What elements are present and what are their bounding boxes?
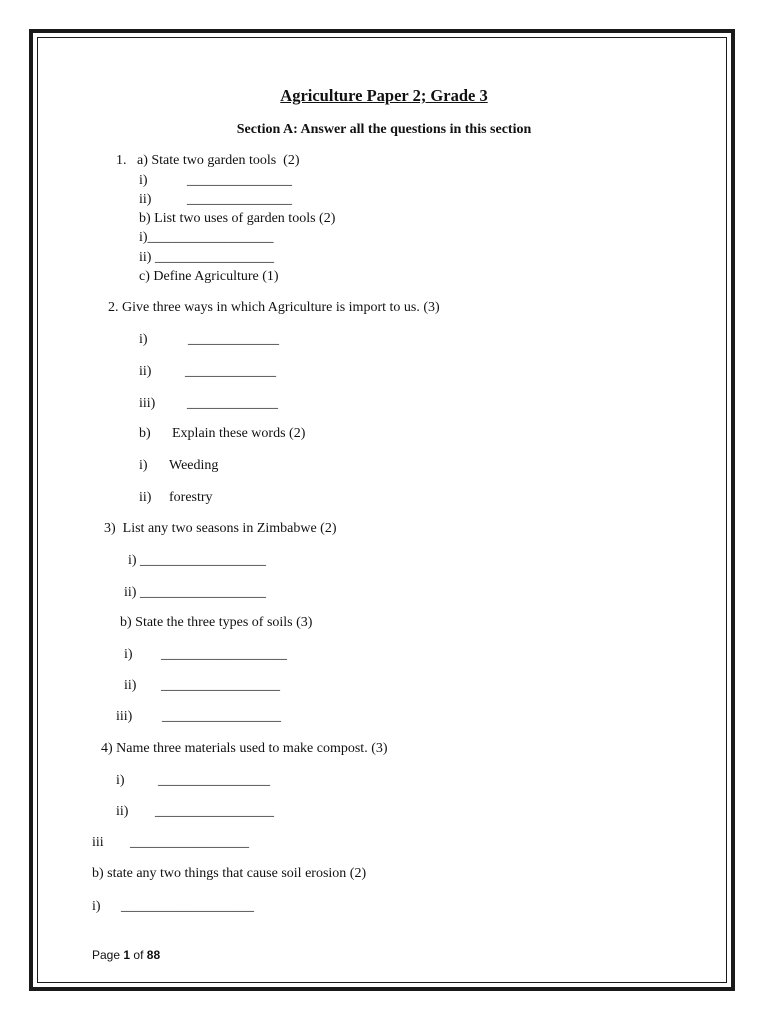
q2b-label: b) — [139, 426, 151, 441]
q4-iii-answer-line: _________________ — [130, 835, 249, 850]
section-a-heading: Section A: Answer all the questions in this section — [236, 122, 532, 137]
footer-page-word: Page — [92, 948, 121, 962]
q2b-text: Explain these words (2) — [172, 426, 306, 441]
q1a-ii-label: ii) — [139, 192, 152, 207]
q2-iii-answer-line: _____________ — [187, 396, 278, 411]
q1c-text: c) Define Agriculture (1) — [139, 269, 279, 284]
q3b-i-answer-line: __________________ — [161, 647, 287, 662]
footer-page-total: 88 — [146, 948, 161, 962]
q3b-ii-answer-line: _________________ — [161, 678, 280, 693]
q3b-i-label: i) — [124, 647, 133, 662]
q2b-ii-term: forestry — [169, 490, 213, 505]
page-footer — [92, 947, 160, 963]
q4-i-answer-line: ________________ — [158, 773, 270, 788]
q3b-text: b) State the three types of soils (3) — [120, 615, 313, 630]
q2-ii-answer-line: _____________ — [185, 364, 276, 379]
q2-ii-label: ii) — [139, 364, 152, 379]
q3b-iii-label: iii) — [116, 709, 133, 724]
q4-ii-answer-line: _________________ — [155, 804, 274, 819]
q4b-text: b) state any two things that cause soil erosion (2) — [92, 866, 367, 881]
q4-i-label: i) — [116, 773, 125, 788]
q3-i-answer: i) __________________ — [128, 553, 267, 568]
q4b-i-answer-line: ___________________ — [121, 899, 254, 914]
q1a-ii-answer-line: _______________ — [187, 192, 292, 207]
q2b-i-term: Weeding — [169, 458, 219, 473]
q2-iii-label: iii) — [139, 396, 156, 411]
q3b-ii-label: ii) — [124, 678, 137, 693]
q2-i-answer-line: _____________ — [188, 332, 279, 347]
q3-text: 3) List any two seasons in Zimbabwe (2) — [104, 521, 337, 536]
q4b-i-label: i) — [92, 899, 101, 914]
footer-of-word: of — [133, 948, 144, 962]
footer-page-number: 1 — [123, 948, 131, 962]
q1a-text: 1. a) State two garden tools (2) — [116, 153, 300, 168]
q3b-iii-answer-line: _________________ — [162, 709, 281, 724]
q3-ii-answer: ii) __________________ — [124, 585, 266, 600]
q1b-ii-answer: ii) _________________ — [139, 250, 274, 265]
q4-ii-label: ii) — [116, 804, 129, 819]
q2-text: 2. Give three ways in which Agriculture is import to us. (3) — [108, 300, 440, 315]
page-title: Agriculture Paper 2; Grade 3 — [280, 86, 488, 105]
q2b-ii-label: ii) — [139, 490, 152, 505]
q1a-i-answer-line: _______________ — [187, 173, 292, 188]
q4-text: 4) Name three materials used to make compost. (3) — [101, 741, 388, 756]
q2b-i-label: i) — [139, 458, 148, 473]
q1b-text: b) List two uses of garden tools (2) — [139, 211, 336, 226]
q2-i-label: i) — [139, 332, 148, 347]
q1a-i-label: i) — [139, 173, 148, 188]
q1b-i-answer: i)__________________ — [139, 230, 274, 245]
q4-iii-label: iii — [92, 835, 104, 850]
